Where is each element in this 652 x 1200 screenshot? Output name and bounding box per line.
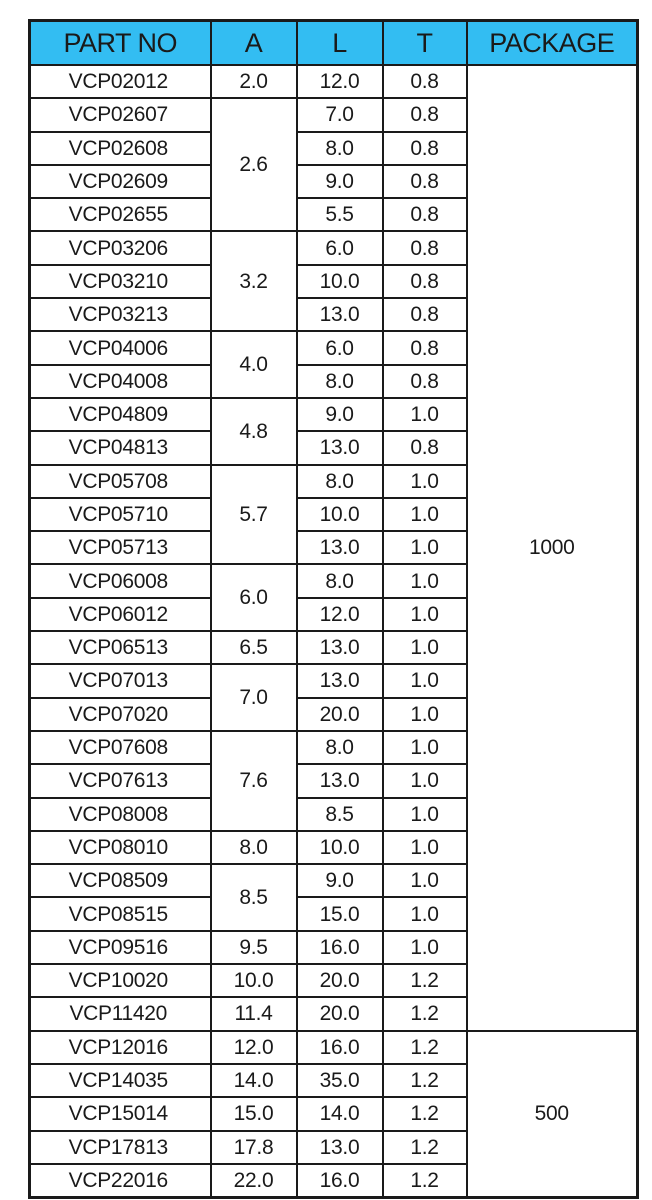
t-cell: 1.0	[383, 897, 467, 930]
l-cell: 13.0	[297, 431, 383, 464]
part-no-cell: VCP05710	[30, 498, 211, 531]
t-cell: 0.8	[383, 165, 467, 198]
t-cell: 0.8	[383, 98, 467, 131]
a-cell: 8.5	[211, 864, 297, 931]
a-cell: 6.5	[211, 631, 297, 664]
table-row	[30, 1031, 638, 1064]
t-cell: 1.0	[383, 465, 467, 498]
a-cell: 11.4	[211, 997, 297, 1030]
part-no-cell: VCP08010	[30, 831, 211, 864]
t-cell: 1.0	[383, 498, 467, 531]
t-cell: 1.2	[383, 1064, 467, 1097]
t-cell: 1.2	[383, 964, 467, 997]
part-no-cell: VCP07013	[30, 664, 211, 697]
l-cell: 10.0	[297, 265, 383, 298]
a-cell: 7.6	[211, 731, 297, 831]
l-cell: 20.0	[297, 698, 383, 731]
t-cell: 1.0	[383, 931, 467, 964]
part-no-cell: VCP08515	[30, 897, 211, 930]
a-cell: 9.5	[211, 931, 297, 964]
package-cell: 1000	[467, 65, 638, 1031]
t-cell: 0.8	[383, 132, 467, 165]
t-cell: 1.2	[383, 1164, 467, 1198]
l-cell: 8.0	[297, 465, 383, 498]
l-cell: 20.0	[297, 964, 383, 997]
t-cell: 1.0	[383, 598, 467, 631]
header-a: A	[211, 21, 297, 66]
a-cell: 12.0	[211, 1031, 297, 1064]
l-cell: 13.0	[297, 764, 383, 797]
l-cell: 6.0	[297, 331, 383, 364]
a-cell: 15.0	[211, 1097, 297, 1130]
part-no-cell: VCP14035	[30, 1064, 211, 1097]
l-cell: 16.0	[297, 1031, 383, 1064]
part-no-cell: VCP07613	[30, 764, 211, 797]
part-no-cell: VCP02608	[30, 132, 211, 165]
l-cell: 8.0	[297, 564, 383, 597]
l-cell: 35.0	[297, 1064, 383, 1097]
table-row	[30, 65, 638, 98]
l-cell: 10.0	[297, 831, 383, 864]
a-cell: 2.0	[211, 65, 297, 98]
l-cell: 6.0	[297, 231, 383, 264]
a-cell: 4.8	[211, 398, 297, 465]
header-row	[30, 21, 638, 66]
t-cell: 0.8	[383, 231, 467, 264]
part-no-cell: VCP15014	[30, 1097, 211, 1130]
t-cell: 1.0	[383, 798, 467, 831]
part-no-cell: VCP03210	[30, 265, 211, 298]
a-cell: 14.0	[211, 1064, 297, 1097]
part-no-cell: VCP04008	[30, 365, 211, 398]
part-no-cell: VCP12016	[30, 1031, 211, 1064]
t-cell: 1.0	[383, 731, 467, 764]
t-cell: 1.2	[383, 997, 467, 1030]
t-cell: 0.8	[383, 265, 467, 298]
l-cell: 12.0	[297, 598, 383, 631]
l-cell: 16.0	[297, 1164, 383, 1198]
a-cell: 8.0	[211, 831, 297, 864]
part-no-cell: VCP17813	[30, 1131, 211, 1164]
l-cell: 12.0	[297, 65, 383, 98]
a-cell: 3.2	[211, 231, 297, 331]
part-no-cell: VCP06008	[30, 564, 211, 597]
l-cell: 10.0	[297, 498, 383, 531]
t-cell: 1.2	[383, 1097, 467, 1130]
part-no-cell: VCP04809	[30, 398, 211, 431]
t-cell: 0.8	[383, 298, 467, 331]
header-part-no: PART NO	[30, 21, 211, 66]
table-body	[30, 65, 638, 1198]
l-cell: 8.5	[297, 798, 383, 831]
part-no-cell: VCP03206	[30, 231, 211, 264]
l-cell: 14.0	[297, 1097, 383, 1130]
part-no-cell: VCP04006	[30, 331, 211, 364]
t-cell: 1.0	[383, 698, 467, 731]
t-cell: 0.8	[383, 331, 467, 364]
l-cell: 9.0	[297, 165, 383, 198]
l-cell: 5.5	[297, 198, 383, 231]
t-cell: 1.0	[383, 531, 467, 564]
t-cell: 1.0	[383, 631, 467, 664]
a-cell: 4.0	[211, 331, 297, 398]
l-cell: 7.0	[297, 98, 383, 131]
t-cell: 0.8	[383, 431, 467, 464]
part-no-cell: VCP11420	[30, 997, 211, 1030]
t-cell: 1.0	[383, 664, 467, 697]
part-no-cell: VCP06513	[30, 631, 211, 664]
l-cell: 15.0	[297, 897, 383, 930]
t-cell: 1.2	[383, 1031, 467, 1064]
a-cell: 10.0	[211, 964, 297, 997]
part-no-cell: VCP02012	[30, 65, 211, 98]
l-cell: 16.0	[297, 931, 383, 964]
a-cell: 5.7	[211, 465, 297, 565]
l-cell: 13.0	[297, 664, 383, 697]
part-no-cell: VCP05708	[30, 465, 211, 498]
l-cell: 13.0	[297, 1131, 383, 1164]
part-no-cell: VCP09516	[30, 931, 211, 964]
a-cell: 22.0	[211, 1164, 297, 1198]
t-cell: 1.0	[383, 864, 467, 897]
l-cell: 13.0	[297, 631, 383, 664]
l-cell: 8.0	[297, 132, 383, 165]
part-no-cell: VCP08008	[30, 798, 211, 831]
part-no-cell: VCP22016	[30, 1164, 211, 1198]
l-cell: 9.0	[297, 398, 383, 431]
l-cell: 13.0	[297, 298, 383, 331]
part-no-cell: VCP02655	[30, 198, 211, 231]
part-no-cell: VCP02609	[30, 165, 211, 198]
a-cell: 17.8	[211, 1131, 297, 1164]
part-no-cell: VCP10020	[30, 964, 211, 997]
header-t: T	[383, 21, 467, 66]
part-no-cell: VCP06012	[30, 598, 211, 631]
t-cell: 1.0	[383, 564, 467, 597]
t-cell: 1.2	[383, 1131, 467, 1164]
part-no-cell: VCP08509	[30, 864, 211, 897]
t-cell: 0.8	[383, 65, 467, 98]
t-cell: 1.0	[383, 764, 467, 797]
part-no-cell: VCP04813	[30, 431, 211, 464]
spec-table	[28, 19, 639, 1199]
a-cell: 6.0	[211, 564, 297, 631]
t-cell: 0.8	[383, 365, 467, 398]
l-cell: 8.0	[297, 731, 383, 764]
l-cell: 9.0	[297, 864, 383, 897]
a-cell: 7.0	[211, 664, 297, 731]
l-cell: 8.0	[297, 365, 383, 398]
header-l: L	[297, 21, 383, 66]
part-no-cell: VCP02607	[30, 98, 211, 131]
t-cell: 1.0	[383, 398, 467, 431]
spec-table-container	[28, 19, 636, 1199]
a-cell: 2.6	[211, 98, 297, 231]
part-no-cell: VCP07608	[30, 731, 211, 764]
l-cell: 20.0	[297, 997, 383, 1030]
part-no-cell: VCP03213	[30, 298, 211, 331]
t-cell: 0.8	[383, 198, 467, 231]
package-cell: 500	[467, 1031, 638, 1198]
l-cell: 13.0	[297, 531, 383, 564]
part-no-cell: VCP05713	[30, 531, 211, 564]
part-no-cell: VCP07020	[30, 698, 211, 731]
t-cell: 1.0	[383, 831, 467, 864]
header-package: PACKAGE	[467, 21, 638, 66]
